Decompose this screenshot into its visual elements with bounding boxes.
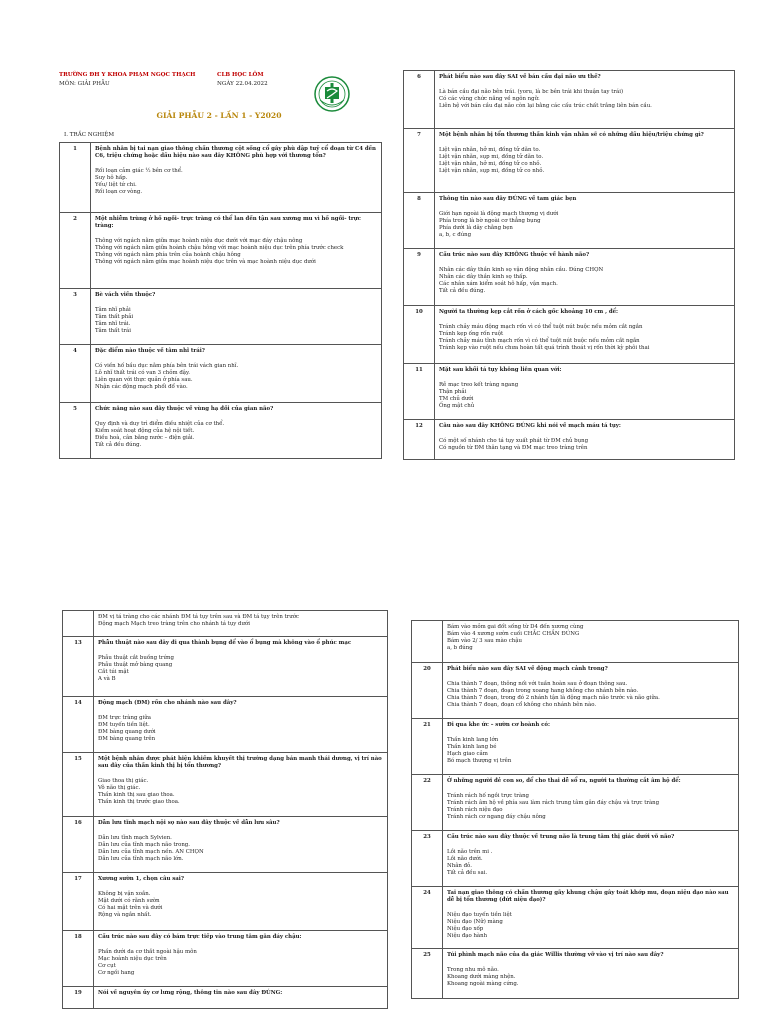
question-number: 9 xyxy=(404,249,435,306)
answer-option: Nhận các động mạch phổi đổ vào. xyxy=(95,384,188,390)
answer-option: Nhân các dây thần kinh sọ vận động nhãn cầu. Đúng CHỌN xyxy=(439,267,604,273)
question-cell xyxy=(443,719,739,775)
question-number: 1 xyxy=(60,143,91,213)
answer-option: Phẫu thuật cắt buồng trứng xyxy=(98,655,174,661)
question-row xyxy=(60,403,382,459)
question-cell xyxy=(94,753,388,817)
answer-option: Tâm thất phải xyxy=(95,314,134,320)
answer-option: Tránh rách hố ngồi trực tràng xyxy=(447,793,530,799)
question-text: Một nhiễm trùng ở hố ngồi- trực tràng có thể lan đến tận sau xương mu vì hố ngồi- trực tràng: xyxy=(95,216,361,229)
question-text: Một bệnh nhân bị tổn thương thần kinh vận nhãn sẽ có những dấu hiệu/triệu chứng gì? xyxy=(439,132,704,138)
document-page-4 xyxy=(409,620,741,1024)
document-page-3 xyxy=(60,610,390,1024)
question-text: Tai nạn giao thông có chấn thương gãy khung chậu gây toát khớp mu, đoạn niệu đạo nào sau dễ bị tổn thương (đứt niệu đạo)? xyxy=(447,890,729,903)
question-text: Thông tin nào sau đây ĐÚNG về tam giác bẹn xyxy=(439,196,577,202)
answer-option: Lỗ nhĩ thất trái có van 3 chỏm đậy. xyxy=(95,370,191,376)
answer-option: Ống mật chủ xyxy=(439,403,475,409)
answer-option: Khoang ngoài màng cứng. xyxy=(447,981,519,987)
answer-option: Bám vào mỏm gai đốt sống từ D4 đến xương cùng xyxy=(447,624,584,630)
question-row xyxy=(404,306,735,364)
question-number: 14 xyxy=(63,697,94,753)
answer-option: Chia thành 7 đoạn, đoạn cổ không cho nhánh bên nào. xyxy=(447,702,597,708)
answer-option: a, b đúng xyxy=(447,645,473,651)
exam-date: NGÀY 22.04.2022 xyxy=(217,81,268,87)
answer-option: Niệu đạo tuyến tiền liệt xyxy=(447,912,512,918)
answer-option: Bám vào 4 xương sườn cuối CHẮC CHẮN ĐÚNG xyxy=(447,631,580,637)
answer-option: Động mạch Mạch treo tràng trên cho nhánh tá tụy dưới xyxy=(98,621,250,627)
question-cell xyxy=(443,831,739,887)
question-cell xyxy=(435,129,735,193)
question-number: 6 xyxy=(404,71,435,129)
question-number: 19 xyxy=(63,987,94,1009)
answer-option: Điều hoà, cân bằng nước – điện giải. xyxy=(95,435,195,441)
question-row xyxy=(412,831,739,887)
question-cell xyxy=(443,775,739,831)
question-number: 16 xyxy=(63,817,94,873)
question-row xyxy=(63,931,388,987)
question-cell xyxy=(94,873,388,931)
answer-option: ĐM tuyến tiền liệt. xyxy=(98,722,150,728)
answer-option: Chia thành 7 đoạn, thông nối với tuần hoàn sau ở đoạn thông sau. xyxy=(447,681,628,687)
question-cell xyxy=(443,621,739,663)
question-text: Xương sườn 1, chọn câu sai? xyxy=(98,876,185,882)
question-row xyxy=(412,719,739,775)
question-number: 17 xyxy=(63,873,94,931)
question-cell xyxy=(435,193,735,249)
question-row xyxy=(412,775,739,831)
answer-option: Phía trong là bờ ngoài cơ thẳng bụng xyxy=(439,218,541,224)
question-text: Phẫu thuật nào sau đây đi qua thành bụng để vào ổ bụng mà không vào ổ phúc mạc xyxy=(98,640,352,646)
answer-option: Có một số nhánh cho tá tụy xuất phát từ ĐM chủ bụng xyxy=(439,438,589,444)
answer-option: Tránh rách niệu đạo xyxy=(447,807,503,813)
answer-option: Tâm thất trái xyxy=(95,328,131,334)
question-cell xyxy=(94,987,388,1009)
answer-option: ĐM bàng quang dưới xyxy=(98,729,156,735)
answer-option: Lồi não dưới. xyxy=(447,856,483,862)
question-number xyxy=(412,621,443,663)
answer-option: Niệu đạo (Nữ) màng xyxy=(447,919,503,925)
question-row xyxy=(63,697,388,753)
question-row xyxy=(404,364,735,420)
answer-option: Rễ mạc treo kết tràng ngang xyxy=(439,382,519,388)
answer-option: A và B xyxy=(98,676,116,682)
question-text: Phát biểu nào sau đây SAI về động mạch cảnh trong? xyxy=(447,666,608,672)
question-number: 22 xyxy=(412,775,443,831)
answer-option: Tránh chảy máu tĩnh mạch rốn vì có thể tuột nút buộc nếu mỏm cắt ngắn xyxy=(439,338,640,344)
question-row xyxy=(60,143,382,213)
question-cell xyxy=(443,949,739,999)
answer-option: Liệt vận nhãn, hở mi, đồng tử dãn to. xyxy=(439,147,541,153)
question-number: 24 xyxy=(412,887,443,949)
question-number: 15 xyxy=(63,753,94,817)
answer-option: Bó mạch thượng vị trên xyxy=(447,758,512,764)
question-text: Cấu trúc nào sau đây có bám trực tiếp vào trung tâm gân đáy chậu: xyxy=(98,934,302,940)
question-row xyxy=(60,345,382,403)
question-number xyxy=(63,611,94,637)
question-row xyxy=(63,753,388,817)
question-number: 21 xyxy=(412,719,443,775)
answer-option: Nhân các dây thần kinh sọ thấp. xyxy=(439,274,528,280)
question-number: 10 xyxy=(404,306,435,364)
question-text: Ở những người đẻ con so, để cho thai dễ sổ ra, người ta thường cắt âm hộ để: xyxy=(447,778,681,784)
question-cell xyxy=(435,306,735,364)
question-number: 23 xyxy=(412,831,443,887)
answer-option: Phía dưới là dây chằng bẹn xyxy=(439,225,513,231)
section-heading: I. TRẮC NGHIỆM xyxy=(64,132,115,138)
answer-option: Giao thoa thị giác. xyxy=(98,778,149,784)
answer-option: Tất cả đều đúng. xyxy=(95,442,142,448)
question-row xyxy=(404,420,735,460)
answer-option: Tránh kẹp vào ruột nếu chưa hoàn tất quá trình thoát vị rốn thời kỳ phôi thai xyxy=(439,345,650,351)
answer-option: Thông với ngách nằm giữa mạc hoành niệu dục dưới với mạc đáy chậu nông xyxy=(95,238,303,244)
question-text: Chức năng nào sau đây thuộc về vùng hạ đồi của gian não? xyxy=(95,406,274,412)
answer-option: Cơ ngồi hang xyxy=(98,970,135,976)
answer-option: Tất cả đều sai. xyxy=(447,870,488,876)
answer-option: Thông với ngách nằm phía trên của hoành chậu hông xyxy=(95,252,241,258)
answer-option: Không bị vặn xoắn. xyxy=(98,891,151,897)
question-row xyxy=(63,987,388,1009)
question-cell xyxy=(94,611,388,637)
answer-option: Phần dưới da cơ thắt ngoài hậu môn xyxy=(98,949,197,955)
question-text: Nói về nguyên ủy cơ lưng rộng, thông tin nào sau đây ĐÚNG: xyxy=(98,990,283,996)
question-cell xyxy=(435,420,735,460)
question-number: 7 xyxy=(404,129,435,193)
answer-option: ĐM vị tá tràng cho các nhánh ĐM tá tụy trên sau và ĐM tá tụy trên trước xyxy=(98,614,299,620)
question-row xyxy=(412,663,739,719)
answer-option: Rối loạn cơ vòng. xyxy=(95,189,143,195)
answer-option: Có nguồn từ ĐM thân tạng và ĐM mạc treo tràng trên xyxy=(439,445,588,451)
question-text: Người ta thường kẹp cắt rốn ở cách gốc khoảng 10 cm , để: xyxy=(439,309,619,315)
question-row xyxy=(412,887,739,949)
question-row xyxy=(63,873,388,931)
answer-option: Liệt vận nhãn, sụp mi, đồng tử co nhỏ. xyxy=(439,168,545,174)
club-name: CLB HỌC LÔM xyxy=(217,72,264,78)
answer-option: Tránh chảy máu động mạch rốn vì có thể tuột nút buộc nếu mỏm cắt ngắn xyxy=(439,324,643,330)
answer-option: Rối loạn cảm giác ½ bên cơ thể. xyxy=(95,168,183,174)
question-row xyxy=(404,71,735,129)
answer-option: Cơ cụt xyxy=(98,963,116,969)
question-number: 3 xyxy=(60,289,91,345)
question-number: 20 xyxy=(412,663,443,719)
question-number: 5 xyxy=(60,403,91,459)
subject-label: MÔN: GIẢI PHẪU xyxy=(59,81,110,87)
question-row xyxy=(63,817,388,873)
answer-option: Liên quan với thực quản ở phía sau. xyxy=(95,377,193,383)
answer-option: Liên hệ với bán cầu đại não còn lại bằng các cấu trúc chất trắng liên bán cầu. xyxy=(439,103,652,109)
answer-option: Suy hô hấp. xyxy=(95,175,128,181)
question-text: Động mạch (ĐM) rốn cho nhánh nào sau đây? xyxy=(98,700,237,706)
answer-option: Thần kinh lang bé xyxy=(447,744,497,750)
question-cell xyxy=(435,249,735,306)
question-row xyxy=(412,949,739,999)
question-text: Cấu trúc nào sau đây thuộc về trung não là trung tâm thị giác dưới võ não? xyxy=(447,834,675,840)
question-number: 12 xyxy=(404,420,435,460)
question-table xyxy=(62,610,388,1009)
question-number: 8 xyxy=(404,193,435,249)
question-row xyxy=(404,249,735,306)
answer-option: Liệt vận nhãn, sụp mi, đồng tử dãn to. xyxy=(439,154,544,160)
question-cell xyxy=(94,637,388,697)
answer-option: ĐM bàng quang trên xyxy=(98,736,156,742)
question-row xyxy=(63,637,388,697)
answer-option: Cắt túi mật xyxy=(98,669,129,675)
school-logo-icon xyxy=(314,76,350,112)
answer-option: Chia thành 7 đoạn, đoạn trong xoang hang không cho nhánh bên nào. xyxy=(447,688,639,694)
question-number: 13 xyxy=(63,637,94,697)
document-page-2 xyxy=(401,70,737,482)
answer-option: Thần kinh thị trước giao thoa. xyxy=(98,799,180,805)
answer-option: Khoang dưới màng nhện. xyxy=(447,974,516,980)
answer-option: Các nhân xám kiểm soát hô hấp, vận mạch. xyxy=(439,281,558,287)
answer-option: Tránh kẹp ống rốn ruột xyxy=(439,331,504,337)
question-text: Túi phình mạch não của đa giác Willis thường vỡ vào vị trí nào sau đây? xyxy=(447,952,664,958)
question-text: Đặc điểm nào thuộc về tâm nhĩ trái? xyxy=(95,348,205,354)
question-table xyxy=(59,142,382,459)
answer-option: Nhân đỏ. xyxy=(447,863,472,869)
answer-option: Yếu/ liệt tứ chi. xyxy=(95,182,137,188)
question-row xyxy=(404,129,735,193)
answer-option: Bám vào 2/ 3 sau mào chậu xyxy=(447,638,522,644)
school-name: TRƯỜNG ĐH Y KHOA PHẠM NGỌC THẠCH xyxy=(59,72,196,78)
answer-option: Rộng và ngắn nhất. xyxy=(98,912,152,918)
answer-option: Liệt vận nhãn, hở mi, đồng tử co nhỏ. xyxy=(439,161,542,167)
document-page-1 xyxy=(52,62,386,482)
question-text: Câu nào sau đây KHÔNG ĐÚNG khi nói về mạch máu tá tụy: xyxy=(439,423,621,429)
answer-option: Mạc hoành niệu dục trên xyxy=(98,956,167,962)
answer-option: Tâm nhĩ phải xyxy=(95,307,131,313)
question-cell xyxy=(91,403,382,459)
question-number: 18 xyxy=(63,931,94,987)
question-row-continued xyxy=(412,621,739,663)
answer-option: Phẫu thuật mở bàng quang xyxy=(98,662,173,668)
question-cell xyxy=(94,697,388,753)
question-cell xyxy=(435,71,735,129)
answer-option: Tất cả đều đúng. xyxy=(439,288,486,294)
answer-option: Dẫn lưu tĩnh mạch Sylvien. xyxy=(98,835,172,841)
question-text: Cấu trúc nào sau đây KHÔNG thuộc về hành não? xyxy=(439,252,590,258)
question-row-continued xyxy=(63,611,388,637)
answer-option: Có các vùng chức năng về ngôn ngữ. xyxy=(439,96,540,102)
answer-option: Giới hạn ngoài là động mạch thượng vị dưới xyxy=(439,211,559,217)
answer-option: Niệu đạo xốp xyxy=(447,926,484,932)
answer-option: Võ não thị giác. xyxy=(98,785,141,791)
question-text: Đi qua khe ức – sườn cơ hoành có: xyxy=(447,722,550,728)
question-number: 11 xyxy=(404,364,435,420)
question-cell xyxy=(91,213,382,289)
question-cell xyxy=(91,289,382,345)
answer-option: Thận phải xyxy=(439,389,467,395)
question-row xyxy=(60,289,382,345)
answer-option: Dẫn lưu của tĩnh mạch não lớn. xyxy=(98,856,184,862)
answer-option: Thông với ngách nằm giữa mạc hoành niệu dục trên và mạc hoành niệu dục dưới xyxy=(95,259,316,265)
answer-option: TM chủ dưới xyxy=(439,396,474,402)
answer-option: Thông với ngách nằm giữa hoành chậu hông với mạc hoành niệu dục trên phía trước check xyxy=(95,245,344,251)
question-number: 2 xyxy=(60,213,91,289)
answer-option: Tránh rách cơ ngang đáy chậu nông xyxy=(447,814,546,820)
question-number: 25 xyxy=(412,949,443,999)
answer-option: Mặt dưới có rãnh sườn xyxy=(98,898,160,904)
answer-option: Niệu đạo hành xyxy=(447,933,488,939)
question-text: Phát biểu nào sau đây SAI về bán cầu đại não ưu thế? xyxy=(439,74,601,80)
question-row xyxy=(60,213,382,289)
question-text: Mặt sau khối tá tụy không liên quan với: xyxy=(439,367,562,373)
answer-option: Thần kinh lang lớn xyxy=(447,737,499,743)
answer-option: Là bán cầu đại não bên trái. (yoru, là bc bên trái khi thuận tay trái) xyxy=(439,89,624,95)
question-text: Một bệnh nhân được phát hiện khiếm khuyết thị trường dạng bán manh thái dương, vị trí nào sau đây của thần kinh thị bị tổn thương? xyxy=(98,756,382,769)
question-cell xyxy=(435,364,735,420)
question-cell xyxy=(443,663,739,719)
question-cell xyxy=(443,887,739,949)
answer-option: Thần kinh thị sau giao thoa. xyxy=(98,792,175,798)
answer-option: Dẫn lưu của tĩnh mạch não trong. xyxy=(98,842,190,848)
question-text: Dẫn lưu tĩnh mạch nội sọ nào sau đây thuộc về dẫn lưu sâu? xyxy=(98,820,280,826)
answer-option: Tránh rách âm hộ về phía sau làm rách trung tâm gân đáy chậu và trực tràng xyxy=(447,800,660,806)
question-table xyxy=(403,70,735,460)
question-row xyxy=(404,193,735,249)
answer-option: ĐM trực tràng giữa xyxy=(98,715,151,721)
question-text: Bệnh nhân bị tai nạn giao thông chấn thương cột sống cổ gây phù dập tuỷ cổ đoạn từ C4 đến C6, triệu chứng hoặc dấu hiệu nào sau đây KHÔNG phù hợp với thương tổn? xyxy=(95,146,376,159)
answer-option: Dẫn lưu của tĩnh mạch nền. AN CHỌN xyxy=(98,849,204,855)
exam-title: GIẢI PHẪU 2 - LẦN 1 - Y2020 xyxy=(156,111,282,120)
answer-option: Quy định và duy trì điểm điều nhiệt của cơ thể. xyxy=(95,421,225,427)
question-cell xyxy=(94,817,388,873)
question-table xyxy=(411,620,739,999)
answer-option: Tâm nhĩ trái. xyxy=(95,321,131,327)
answer-option: a, b, c đúng xyxy=(439,232,472,238)
question-cell xyxy=(91,345,382,403)
answer-option: Lồi não trên mi . xyxy=(447,849,493,855)
question-cell xyxy=(91,143,382,213)
answer-option: Hạch giao cảm xyxy=(447,751,488,757)
answer-option: Có hai mặt trên và dưới xyxy=(98,905,163,911)
answer-option: Kiểm soát hoạt động của hệ nội tiết. xyxy=(95,428,195,434)
question-cell xyxy=(94,931,388,987)
question-text: Bè vách viền thuộc? xyxy=(95,292,156,298)
answer-option: Chia thành 7 đoạn, trong đó 2 nhánh tận là động mạch não trước và não giữa. xyxy=(447,695,660,701)
answer-option: Trong nhu mô não. xyxy=(447,967,499,973)
answer-option: Có viền hố bầu dục nằm phía bên trái vách gian nhĩ. xyxy=(95,363,239,369)
question-number: 4 xyxy=(60,345,91,403)
